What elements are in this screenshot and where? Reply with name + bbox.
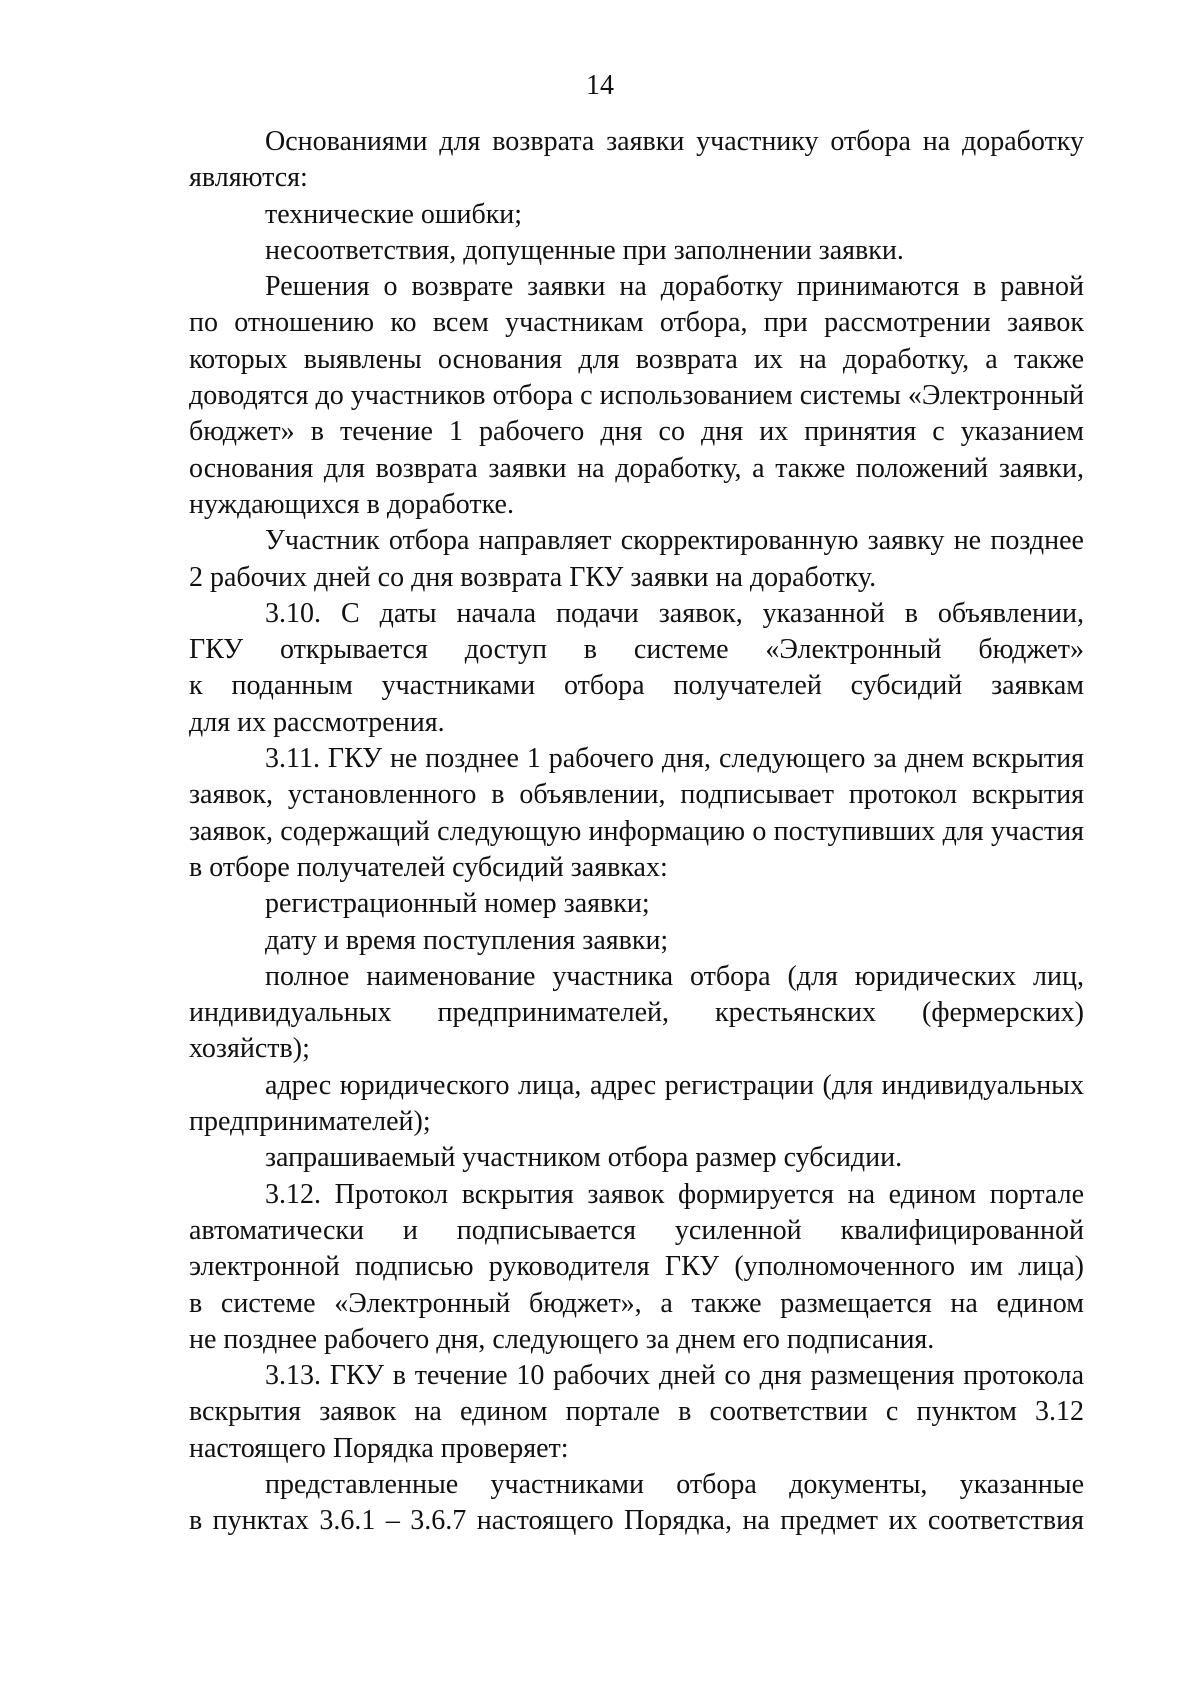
text-line: индивидуальных предпринимателей, крестьянских (фермерских) — [189, 997, 1084, 1029]
text-line: 3.10. С даты начала подачи заявок, указанной в объявлении, — [265, 597, 1084, 629]
text-line: Решения о возврате заявки на доработку принимаются в равной — [265, 271, 1084, 303]
paragraph — [189, 1177, 1084, 1358]
text-line: автоматически и подписывается усиленной квалифицированной — [189, 1214, 1084, 1246]
paragraph — [189, 741, 1084, 886]
text-line: Основаниями для возврата заявки участнику отбора на доработку — [265, 126, 1084, 157]
text-line: для их рассмотрения. — [189, 706, 445, 738]
text-line: запрашиваемый участником отбора размер субсидии. — [265, 1142, 903, 1174]
paragraph — [189, 124, 1084, 197]
text-line: которых выявлены основания для возврата их на доработку, а также — [189, 343, 1084, 375]
text-line: в пунктах 3.6.1 – 3.6.7 настоящего Порядка, на предмет их соответствия — [189, 1505, 1084, 1537]
paragraph — [189, 1467, 1084, 1540]
paragraph — [189, 523, 1084, 596]
text-line: хозяйств); — [189, 1033, 310, 1065]
paragraph — [189, 596, 1084, 741]
text-line: в системе «Электронный бюджет», а также размещается на едином — [189, 1287, 1084, 1319]
paragraph — [189, 923, 1084, 959]
text-line: регистрационный номер заявки; — [265, 888, 650, 920]
text-line: адрес юридического лица, адрес регистрации (для индивидуальных — [265, 1069, 1084, 1101]
text-line: технические ошибки; — [265, 198, 523, 230]
text-line: заявок, установленного в объявлении, подписывает протокол вскрытия — [189, 779, 1084, 811]
paragraph — [189, 959, 1084, 1068]
paragraph — [189, 1140, 1084, 1176]
paragraph — [189, 197, 1084, 233]
text-line: 2 рабочих дней со дня возврата ГКУ заявки на доработку. — [189, 561, 877, 593]
text-line: заявок, содержащий следующую информацию о поступивших для участия — [189, 815, 1084, 847]
text-line: представленные участниками отбора документы, указанные — [265, 1468, 1084, 1500]
text-line: основания для возврата заявки на доработку, а также положений заявки, — [189, 452, 1084, 484]
text-line: настоящего Порядка проверяет: — [189, 1432, 569, 1464]
document-body — [189, 124, 1084, 1540]
paragraph — [189, 269, 1084, 523]
paragraph — [189, 1358, 1084, 1467]
text-line: являются: — [189, 162, 308, 194]
text-line: по отношению ко всем участникам отбора, при рассмотрении заявок — [189, 307, 1084, 339]
text-line: Участник отбора направляет скорректированную заявку не позднее — [265, 525, 1084, 557]
text-line: доводятся до участников отбора с использованием системы «Электронный — [189, 380, 1084, 412]
text-line: нуждающихся в доработке. — [189, 488, 514, 520]
text-line: к поданным участниками отбора получателей субсидий заявкам — [189, 670, 1084, 702]
text-line: бюджет» в течение 1 рабочего дня со дня их принятия с указанием — [189, 416, 1084, 448]
text-line: 3.11. ГКУ не позднее 1 рабочего дня, следующего за днем вскрытия — [265, 743, 1084, 775]
text-line: полное наименование участника отбора (для юридических лиц, — [265, 960, 1084, 992]
text-line: несоответствия, допущенные при заполнении заявки. — [265, 234, 904, 266]
text-line: 3.12. Протокол вскрытия заявок формируется на едином портале — [265, 1178, 1084, 1210]
text-line: электронной подписью руководителя ГКУ (уполномоченного им лица) — [189, 1251, 1084, 1283]
page-number: 14 — [586, 70, 614, 101]
paragraph — [189, 886, 1084, 922]
text-line: не позднее рабочего дня, следующего за днем его подписания. — [189, 1323, 935, 1355]
text-line: дату и время поступления заявки; — [265, 924, 669, 956]
text-line: в отборе получателей субсидий заявках: — [189, 851, 668, 883]
paragraph — [189, 233, 1084, 269]
text-line: ГКУ открывается доступ в системе «Электронный бюджет» — [189, 634, 1084, 666]
paragraph — [189, 1068, 1084, 1141]
text-line: предпринимателей); — [189, 1106, 431, 1138]
text-line: 3.13. ГКУ в течение 10 рабочих дней со дня размещения протокола — [265, 1360, 1084, 1392]
text-line: вскрытия заявок на едином портале в соответствии с пунктом 3.12 — [189, 1396, 1084, 1428]
